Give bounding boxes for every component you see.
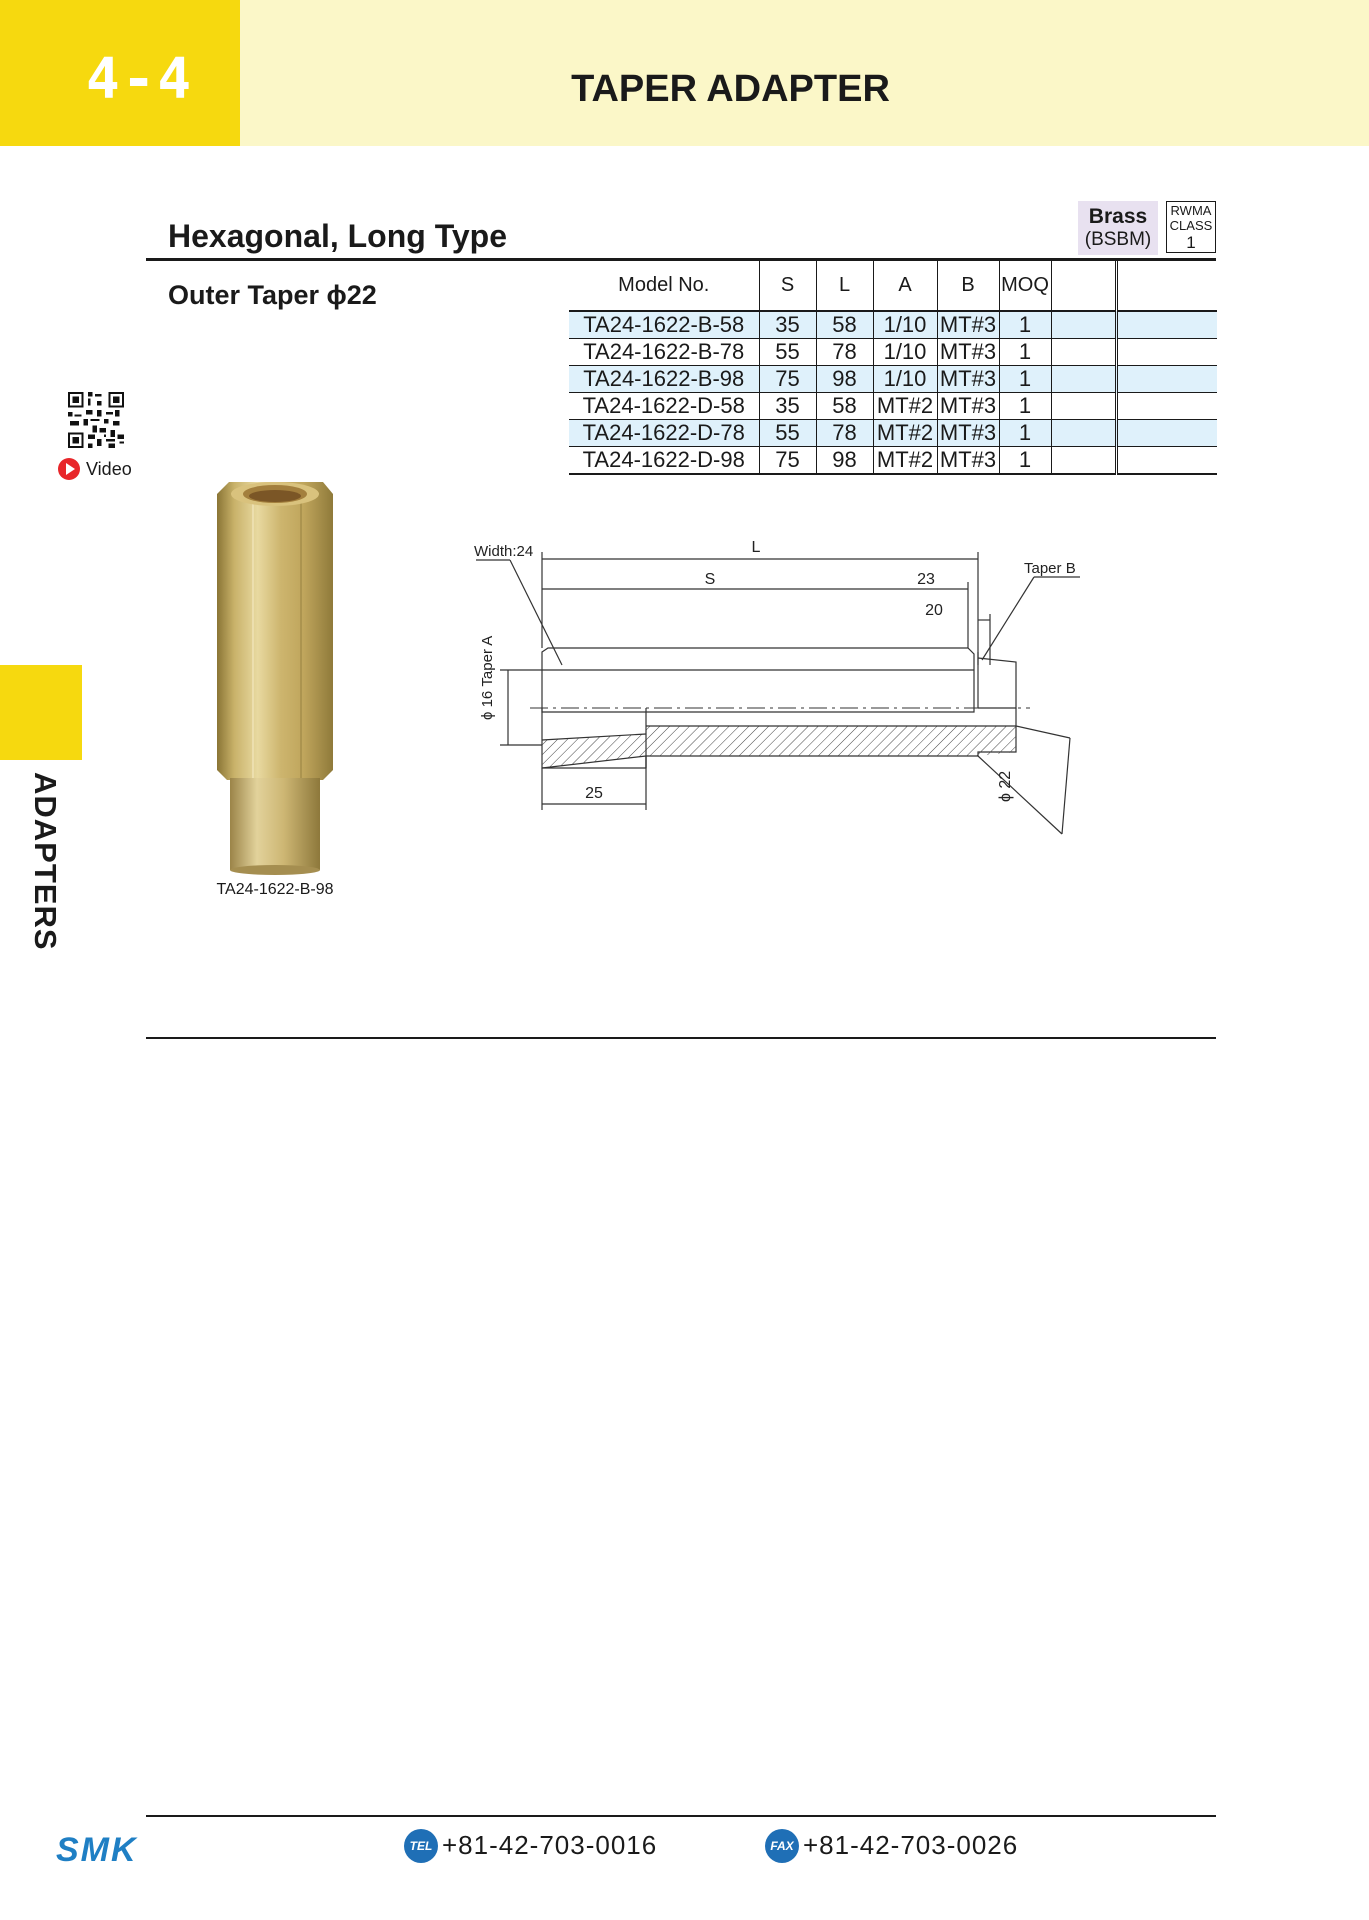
table-row bbox=[569, 420, 1217, 447]
cell-model: TA24-1622-D-58 bbox=[569, 393, 759, 420]
cell-blank-2 bbox=[1116, 366, 1217, 393]
cell-blank-2 bbox=[1116, 420, 1217, 447]
cell-b: MT#3 bbox=[937, 366, 999, 393]
section-end-divider bbox=[146, 1037, 1216, 1039]
cell-model: TA24-1622-B-78 bbox=[569, 339, 759, 366]
product-photo bbox=[205, 480, 345, 875]
table-row bbox=[569, 311, 1217, 339]
cell-l: 58 bbox=[816, 311, 873, 339]
col-header-s: S bbox=[759, 260, 816, 311]
fax-number: +81-42-703-0026 bbox=[803, 1830, 1019, 1860]
spec-table bbox=[569, 260, 1217, 475]
cell-moq: 1 bbox=[999, 339, 1051, 366]
section-title: Hexagonal, Long Type bbox=[168, 218, 507, 254]
rwma-class-label: CLASS bbox=[1169, 218, 1213, 233]
cell-blank-2 bbox=[1116, 311, 1217, 339]
drawing-dim-22: ϕ 22 bbox=[997, 770, 1014, 802]
cell-blank-2 bbox=[1116, 393, 1217, 420]
col-header-moq: MOQ bbox=[999, 260, 1051, 311]
col-header-a: A bbox=[873, 260, 937, 311]
cell-l: 78 bbox=[816, 420, 873, 447]
cell-blank-1 bbox=[1051, 420, 1116, 447]
photo-caption: TA24-1622-B-98 bbox=[216, 881, 334, 898]
cell-moq: 1 bbox=[999, 393, 1051, 420]
cell-b: MT#3 bbox=[937, 311, 999, 339]
cell-l: 98 bbox=[816, 366, 873, 393]
cell-b: MT#3 bbox=[937, 447, 999, 475]
tel-number[interactable]: +81-42-703-0016 bbox=[442, 1830, 658, 1860]
technical-drawing bbox=[430, 530, 1110, 850]
section-number-block bbox=[0, 0, 240, 146]
col-header-blank-2 bbox=[1116, 260, 1217, 311]
video-link[interactable]: Video bbox=[86, 459, 132, 479]
cell-model: TA24-1622-D-98 bbox=[569, 447, 759, 475]
cell-blank-1 bbox=[1051, 311, 1116, 339]
rwma-label: RWMA bbox=[1170, 203, 1212, 218]
cell-s: 55 bbox=[759, 420, 816, 447]
table-row bbox=[569, 447, 1217, 475]
cell-blank-2 bbox=[1116, 447, 1217, 475]
cell-l: 98 bbox=[816, 447, 873, 475]
drawing-dim-s: S bbox=[704, 571, 716, 588]
side-tab-label: ADAPTERS bbox=[28, 772, 63, 951]
section-number: 4-4 bbox=[86, 47, 194, 112]
drawing-taper-b: Taper B bbox=[1024, 560, 1076, 577]
cell-blank-1 bbox=[1051, 393, 1116, 420]
side-tab-marker bbox=[0, 665, 82, 760]
cell-model: TA24-1622-D-78 bbox=[569, 420, 759, 447]
col-header-l: L bbox=[816, 260, 873, 311]
cell-b: MT#3 bbox=[937, 339, 999, 366]
col-header-model: Model No. bbox=[569, 260, 759, 311]
play-icon[interactable] bbox=[58, 458, 80, 480]
col-header-blank-1 bbox=[1051, 260, 1116, 311]
drawing-width-label: Width:24 bbox=[474, 543, 534, 560]
cell-model: TA24-1622-B-98 bbox=[569, 366, 759, 393]
drawing-dim-25: 25 bbox=[585, 785, 603, 802]
cell-a: MT#2 bbox=[873, 420, 937, 447]
rwma-class-value: 1 bbox=[1186, 233, 1196, 252]
qr-code-icon[interactable] bbox=[68, 392, 124, 448]
cell-a: 1/10 bbox=[873, 366, 937, 393]
cell-b: MT#3 bbox=[937, 420, 999, 447]
cell-a: 1/10 bbox=[873, 339, 937, 366]
cell-model: TA24-1622-B-58 bbox=[569, 311, 759, 339]
cell-moq: 1 bbox=[999, 366, 1051, 393]
table-header-row bbox=[569, 260, 1217, 311]
material-name: Brass bbox=[1088, 205, 1148, 228]
cell-blank-1 bbox=[1051, 339, 1116, 366]
fax-icon: FAX bbox=[765, 1829, 799, 1863]
cell-blank-2 bbox=[1116, 339, 1217, 366]
col-header-b: B bbox=[937, 260, 999, 311]
cell-moq: 1 bbox=[999, 447, 1051, 475]
cell-blank-1 bbox=[1051, 447, 1116, 475]
cell-moq: 1 bbox=[999, 420, 1051, 447]
page-title: TAPER ADAPTER bbox=[571, 68, 890, 110]
cell-s: 35 bbox=[759, 311, 816, 339]
table-row bbox=[569, 339, 1217, 366]
cell-a: 1/10 bbox=[873, 311, 937, 339]
material-code: (BSBM) bbox=[1084, 229, 1152, 250]
cell-l: 58 bbox=[816, 393, 873, 420]
cell-moq: 1 bbox=[999, 311, 1051, 339]
drawing-taper-a: ϕ 16 Taper A bbox=[479, 635, 496, 720]
cell-b: MT#3 bbox=[937, 393, 999, 420]
cell-s: 35 bbox=[759, 393, 816, 420]
footer-divider bbox=[146, 1815, 1216, 1817]
table-row bbox=[569, 393, 1217, 420]
table-row bbox=[569, 366, 1217, 393]
cell-l: 78 bbox=[816, 339, 873, 366]
cell-a: MT#2 bbox=[873, 447, 937, 475]
cell-a: MT#2 bbox=[873, 393, 937, 420]
cell-s: 75 bbox=[759, 447, 816, 475]
drawing-dim-23: 23 bbox=[917, 571, 935, 588]
tel-icon: TEL bbox=[404, 1829, 438, 1863]
drawing-dim-20: 20 bbox=[925, 602, 943, 619]
drawing-dim-l: L bbox=[751, 539, 761, 556]
cell-s: 55 bbox=[759, 339, 816, 366]
cell-s: 75 bbox=[759, 366, 816, 393]
section-subtitle: Outer Taper ϕ22 bbox=[168, 280, 377, 310]
company-logo: SMK bbox=[56, 1831, 138, 1869]
cell-blank-1 bbox=[1051, 366, 1116, 393]
